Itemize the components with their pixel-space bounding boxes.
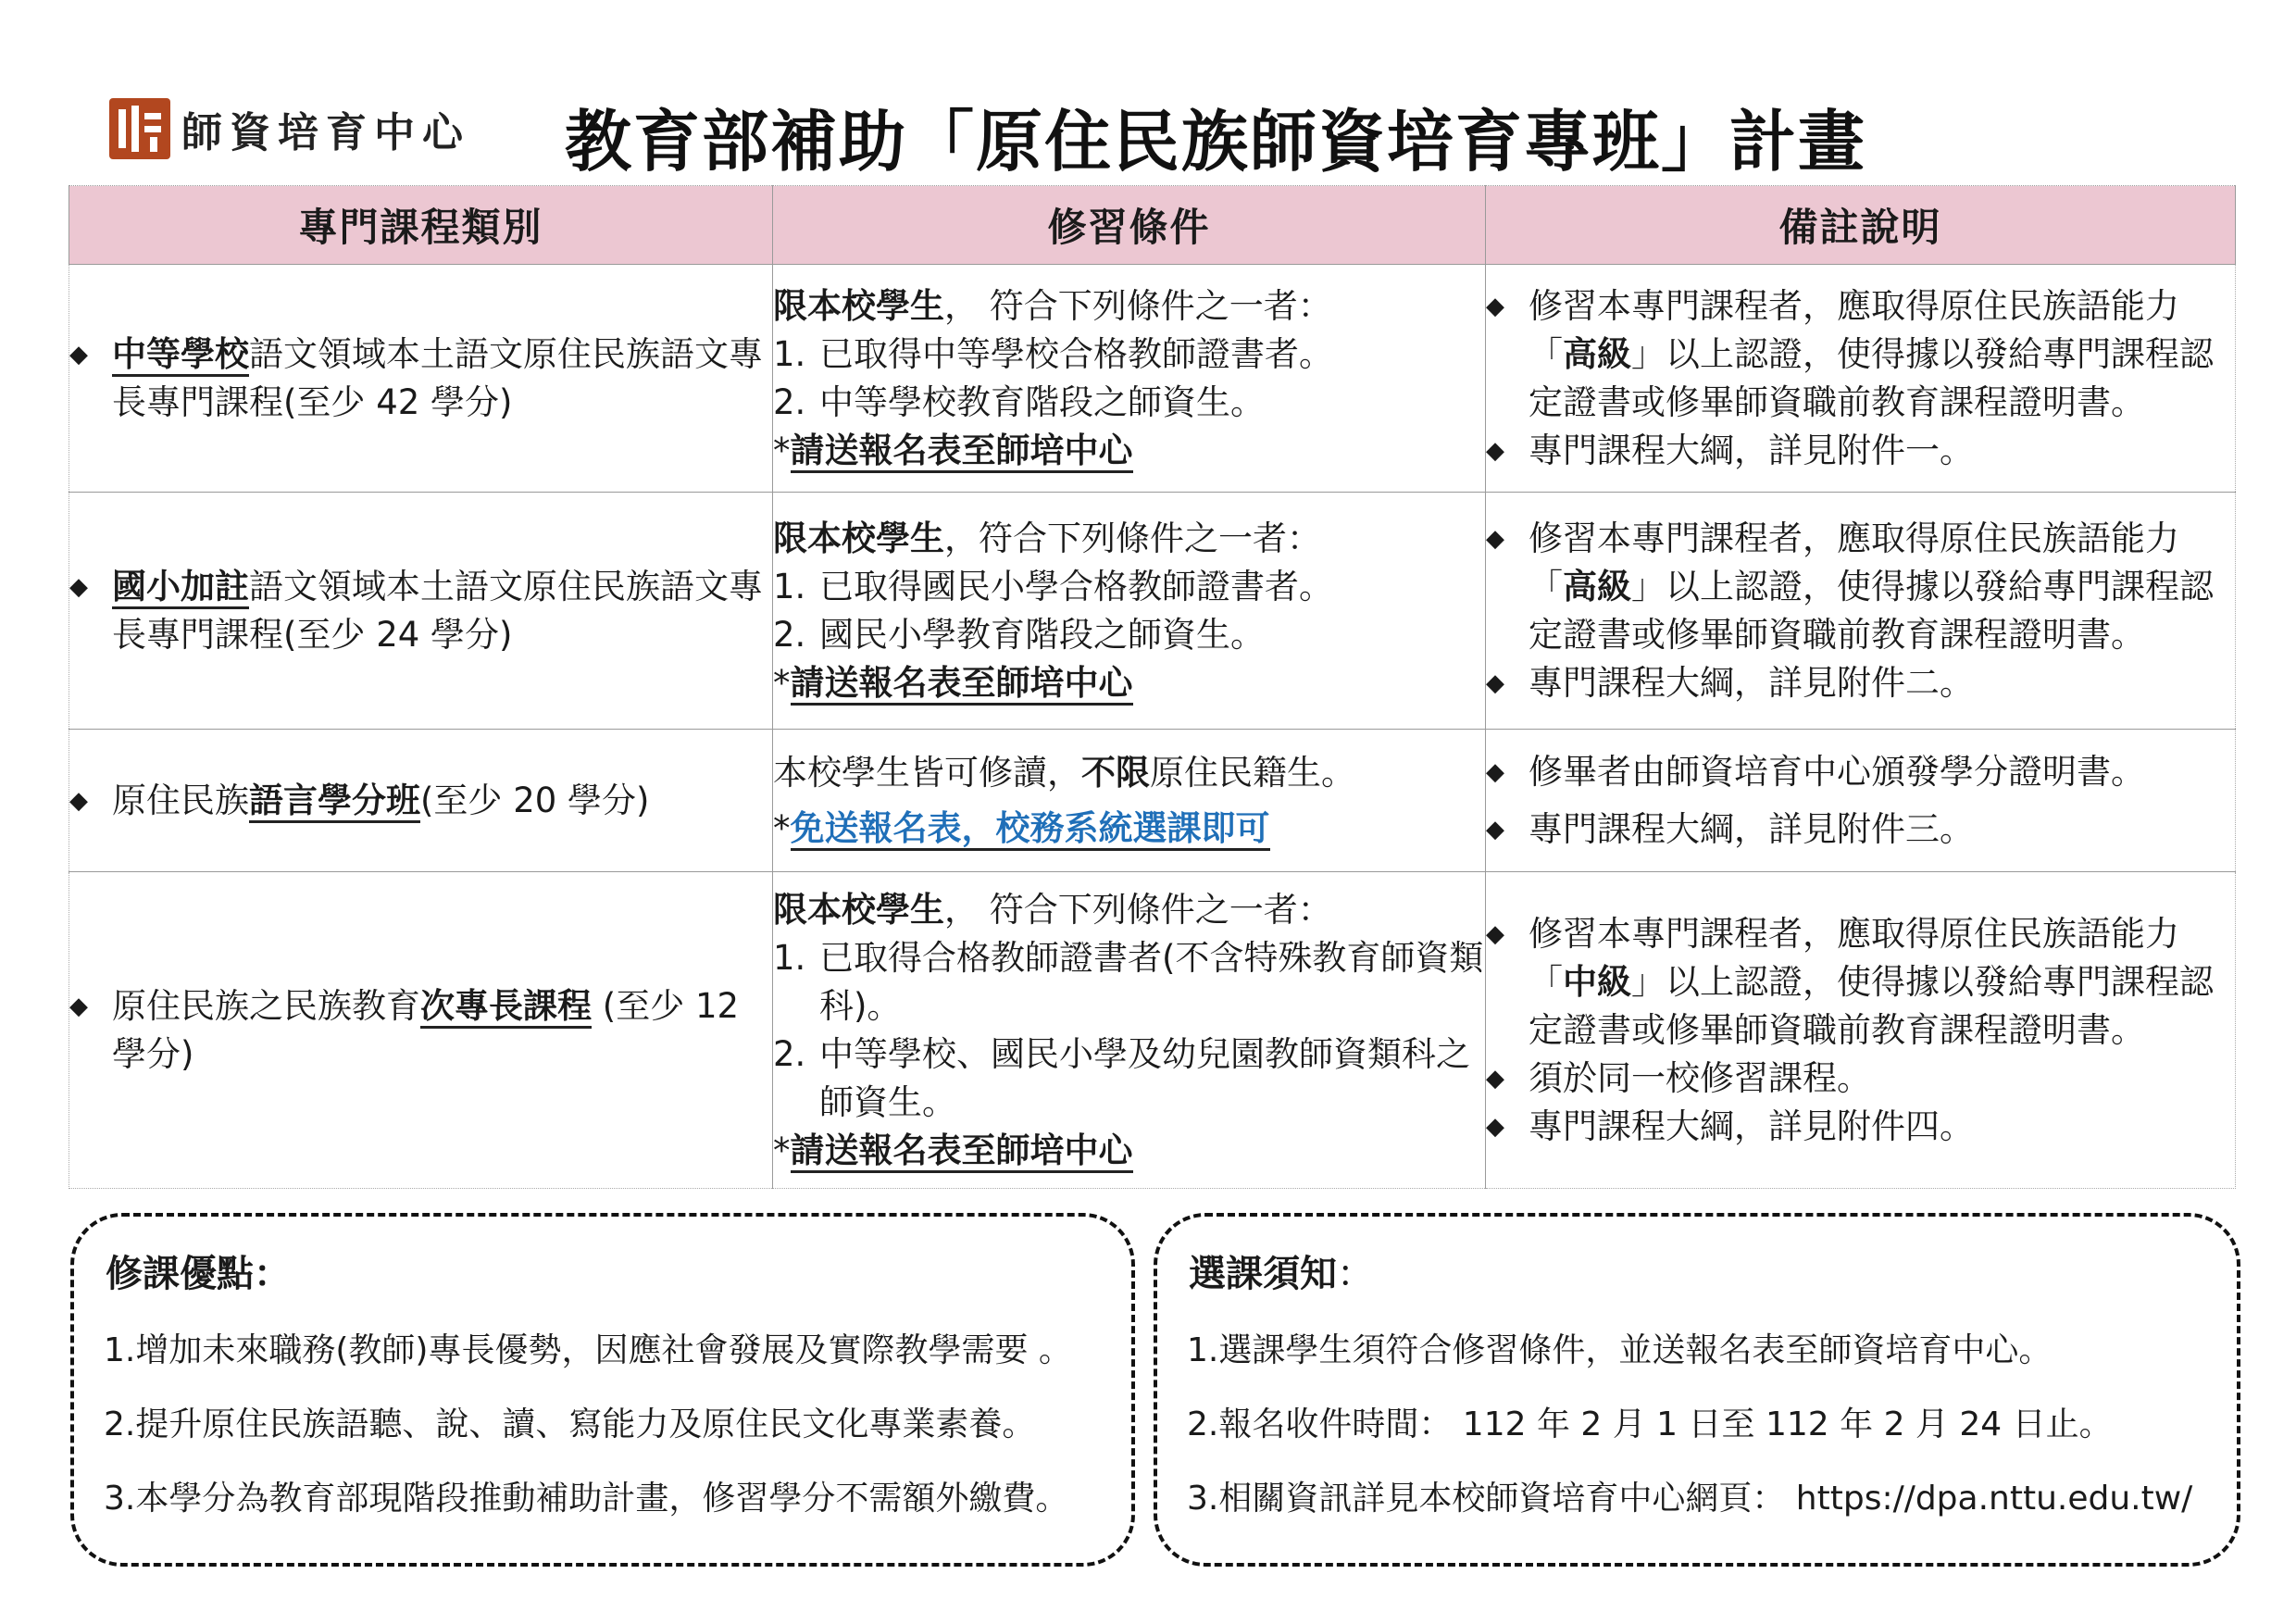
diamond-bullet-icon: ◆ xyxy=(1486,919,1504,948)
notice-title: 選課須知： xyxy=(1189,1253,1374,1295)
diamond-bullet-icon: ◆ xyxy=(1486,1112,1504,1141)
remark-text: 修畢者由師資培育中心頒發學分證明書。 xyxy=(1529,751,2145,792)
course-table xyxy=(69,185,2236,1189)
condition-item: 已取得合格教師證書者(不含特殊教育師資類科)。 xyxy=(819,937,1484,1026)
condition-item: 國民小學教育階段之師資生。 xyxy=(819,614,1265,655)
diamond-bullet-icon: ◆ xyxy=(69,340,88,369)
category-cell xyxy=(69,265,773,493)
notice-line: 1.選課學生須符合修習條件，並送報名表至師資培育中心。 xyxy=(1187,1331,2053,1369)
remarks-cell xyxy=(1486,730,2236,872)
diamond-bullet-icon: ◆ xyxy=(1486,292,1504,320)
advantage-line: 2.提升原住民族語聽、說、讀、寫能力及原住民文化專業素養。 xyxy=(104,1405,1036,1443)
table-row xyxy=(69,493,2236,730)
condition-item: 已取得中等學校合格教師證書者。 xyxy=(819,333,1333,374)
column-header-category: 專門課程類別 xyxy=(69,186,773,265)
page-title: 教育部補助「原住民族師資培育專班」計畫 xyxy=(565,103,1867,181)
condition-item: 中等學校、國民小學及幼兒園教師資類科之師資生。 xyxy=(819,1033,1470,1122)
advantage-line: 3.本學分為教育部現階段推動補助計畫，修習學分不需額外繳費。 xyxy=(104,1480,1069,1518)
condition-cell: 限本校學生， 符合下列條件之一者： 1. 已取得合格教師證書者(不含特殊教育師資類科)。 2. 中等學校、國民小學及幼兒園教師資類科之師資生。 *請送報名表至師培中心 xyxy=(773,872,1486,1189)
table-row xyxy=(69,872,2236,1189)
remark-text: 專門課程大綱，詳見附件一。 xyxy=(1529,430,1974,470)
remarks-cell xyxy=(1486,493,2236,730)
condition-head: 限本校學生 xyxy=(773,518,944,558)
diamond-bullet-icon: ◆ xyxy=(1486,815,1504,843)
remark-text: 修習本專門課程者，應取得原住民族語能力「高級」以上認證，使得據以發給專門課程認定證書或修畢師資職前教育課程證明書。 xyxy=(1529,518,2214,655)
category-text: 中等學校語文領域本土語文原住民族語文專長專門課程(至少 42 學分) xyxy=(112,333,763,422)
diamond-bullet-icon: ◆ xyxy=(1486,436,1504,465)
category-cell xyxy=(69,730,773,872)
notice-box xyxy=(1154,1213,2240,1567)
registration-note: 請送報名表至師培中心 xyxy=(791,1131,1133,1173)
condition-head: 限本校學生 xyxy=(773,889,944,930)
advantage-line: 1.增加未來職務(教師)專長優勢，因應社會發展及實際教學需要 。 xyxy=(104,1331,1072,1369)
category-emphasis: 次專長課程 xyxy=(420,986,592,1029)
remarks-cell xyxy=(1486,872,2236,1189)
category-emphasis: 國小加註 xyxy=(112,567,249,609)
condition-head: 限本校學生 xyxy=(773,285,944,326)
category-emphasis: 中等學校 xyxy=(112,334,249,377)
logo-text: 師資培育中心 xyxy=(181,109,470,156)
category-emphasis: 語言學分班 xyxy=(249,781,420,823)
category-text: 國小加註語文領域本土語文原住民族語文專長專門課程(至少 24 學分) xyxy=(112,566,763,655)
remark-text: 專門課程大綱，詳見附件四。 xyxy=(1529,1106,1974,1146)
remark-text: 專門課程大綱，詳見附件三。 xyxy=(1529,808,1974,849)
diamond-bullet-icon: ◆ xyxy=(1486,757,1504,786)
diamond-bullet-icon: ◆ xyxy=(69,786,88,815)
logo xyxy=(109,94,470,163)
advantages-title: 修課優點： xyxy=(106,1253,291,1295)
table-row xyxy=(69,730,2236,872)
diamond-bullet-icon: ◆ xyxy=(69,992,88,1020)
logo-icon xyxy=(109,98,170,159)
notice-line: 3.相關資訊詳見本校師資培育中心網頁： https://dpa.nttu.edu.tw/ xyxy=(1187,1480,2193,1518)
diamond-bullet-icon: ◆ xyxy=(1486,1064,1504,1093)
column-header-condition: 修習條件 xyxy=(773,186,1486,265)
table-row xyxy=(69,265,2236,493)
registration-note: 請送報名表至師培中心 xyxy=(791,431,1133,473)
registration-note: 免送報名表，校務系統選課即可 xyxy=(791,808,1270,851)
remark-text: 須於同一校修習課程。 xyxy=(1529,1057,1871,1098)
condition-cell: 限本校學生，符合下列條件之一者： 1. 已取得國民小學合格教師證書者。 2. 國民小學教育階段之師資生。 *請送報名表至師培中心 xyxy=(773,493,1486,730)
notice-line: 2.報名收件時間： 112 年 2 月 1 日至 112 年 2 月 24 日止。 xyxy=(1187,1405,2113,1443)
registration-note: 請送報名表至師培中心 xyxy=(791,663,1133,706)
advantages-box xyxy=(70,1213,1135,1567)
remark-text: 專門課程大綱，詳見附件二。 xyxy=(1529,662,1974,703)
remark-text: 修習本專門課程者，應取得原住民族語能力「中級」以上認證，使得據以發給專門課程認定證書或修畢師資職前教育課程證明書。 xyxy=(1529,913,2214,1050)
column-header-remarks: 備註說明 xyxy=(1486,186,2236,265)
diamond-bullet-icon: ◆ xyxy=(1486,524,1504,553)
condition-cell: 限本校學生， 符合下列條件之一者： 1. 已取得中等學校合格教師證書者。 2. 中等學校教育階段之師資生。 *請送報名表至師培中心 xyxy=(773,265,1486,493)
category-text: 原住民族之民族教育次專長課程 (至少 12 學分) xyxy=(112,985,740,1074)
table-header-row xyxy=(69,186,2236,265)
remarks-cell xyxy=(1486,265,2236,493)
condition-item: 已取得國民小學合格教師證書者。 xyxy=(819,566,1333,606)
remark-text: 修習本專門課程者，應取得原住民族語能力「高級」以上認證，使得據以發給專門課程認定證書或修畢師資職前教育課程證明書。 xyxy=(1529,285,2214,422)
diamond-bullet-icon: ◆ xyxy=(69,572,88,601)
category-text: 原住民族語言學分班(至少 20 學分) xyxy=(112,777,649,825)
category-cell xyxy=(69,493,773,730)
diamond-bullet-icon: ◆ xyxy=(1486,668,1504,697)
category-cell xyxy=(69,872,773,1189)
condition-cell: 本校學生皆可修讀，不限原住民籍生。 *免送報名表，校務系統選課即可 xyxy=(773,730,1486,872)
condition-item: 中等學校教育階段之師資生。 xyxy=(819,381,1265,422)
